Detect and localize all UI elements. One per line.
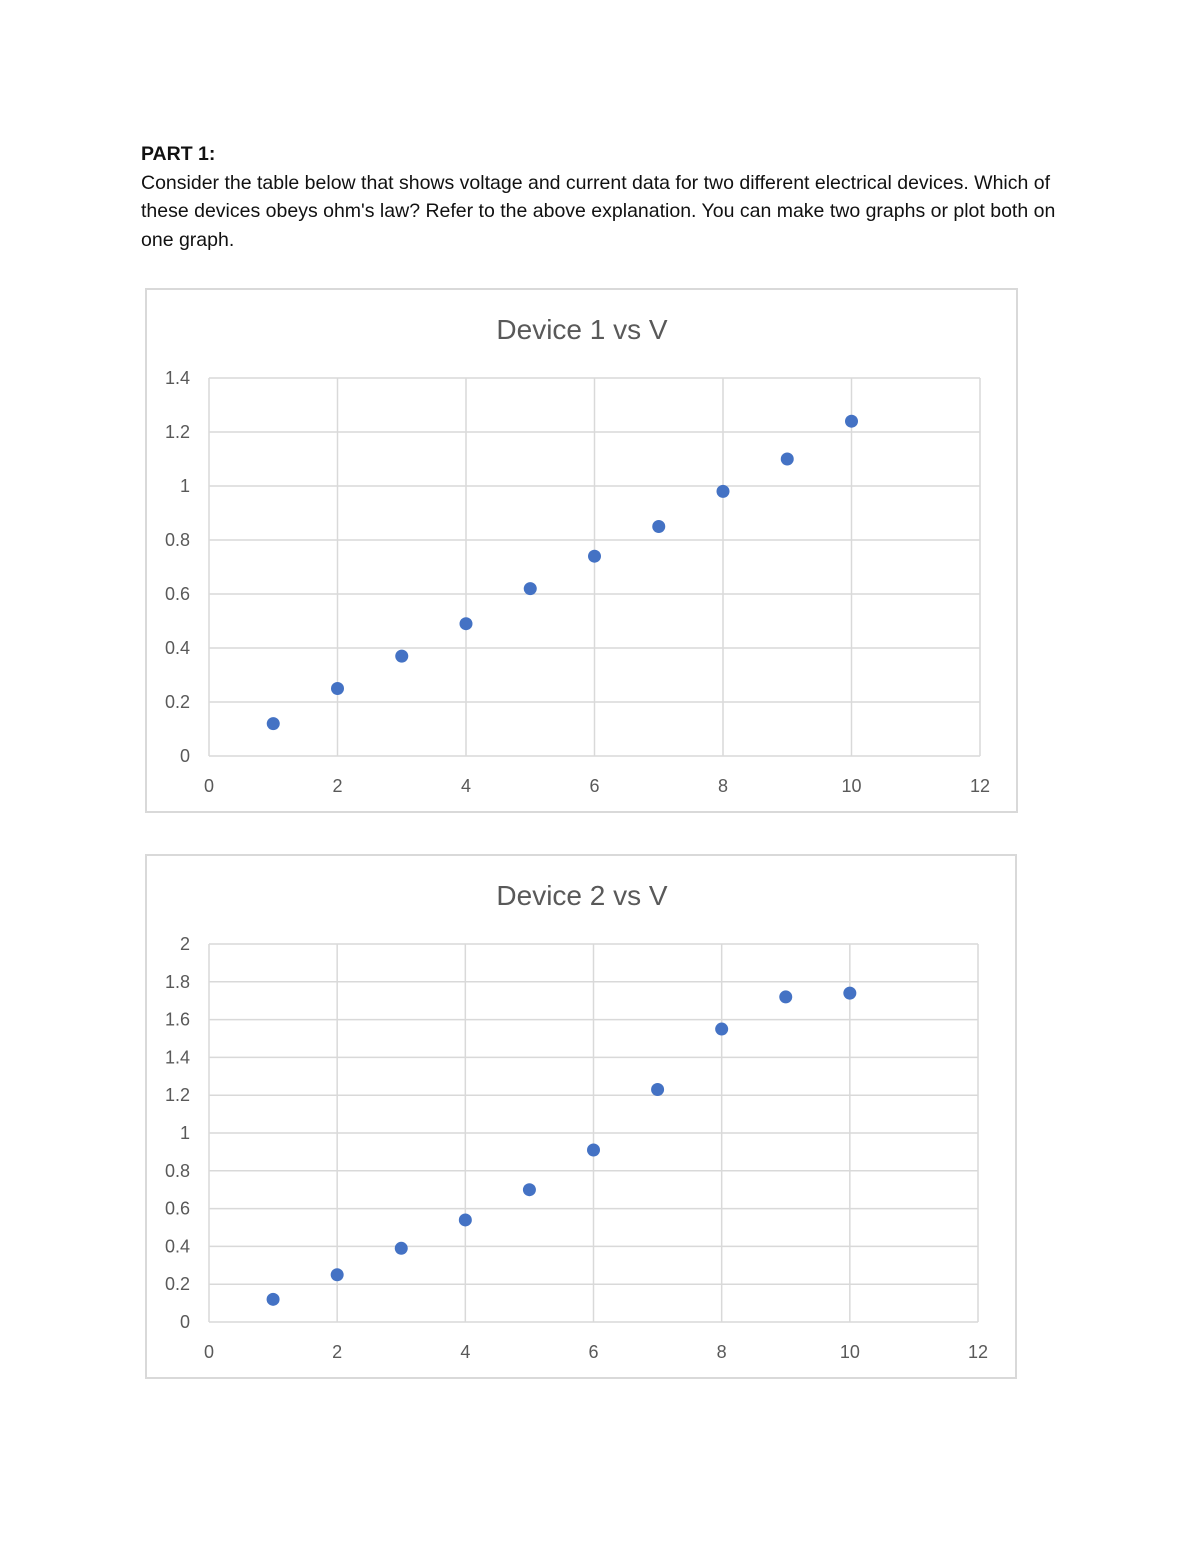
data-point [395, 1242, 408, 1255]
chart-title: Device 1 vs V [496, 314, 668, 345]
x-tick-label: 10 [841, 776, 862, 796]
y-tick-label: 1 [179, 1123, 190, 1143]
data-point [524, 582, 537, 595]
y-tick-label: 0.2 [164, 1274, 190, 1295]
y-tick-label: 0.8 [164, 1160, 190, 1181]
y-tick-label: 1.8 [164, 971, 190, 992]
data-point [781, 453, 794, 466]
data-point [587, 1144, 600, 1157]
y-tick-label: 0 [179, 1312, 190, 1332]
x-tick-label: 12 [967, 1342, 989, 1362]
data-point [331, 682, 344, 695]
y-tick-label: 2 [179, 934, 190, 954]
x-tick-label: 4 [460, 776, 472, 796]
data-point [843, 987, 856, 1000]
data-point [267, 717, 280, 730]
data-point [460, 617, 473, 630]
x-tick-label: 8 [716, 1342, 727, 1362]
x-tick-label: 10 [839, 1342, 860, 1362]
data-point [717, 485, 730, 498]
device-1-chart [145, 288, 1018, 813]
y-tick-label: 1.2 [164, 1085, 190, 1106]
y-tick-label: 0 [179, 746, 190, 766]
x-tick-label: 8 [717, 776, 729, 796]
device-1-plot-area [165, 368, 990, 796]
x-tick-label: 6 [588, 1342, 599, 1362]
x-tick-label: 6 [589, 776, 600, 796]
y-tick-label: 0.4 [164, 1236, 190, 1257]
x-tick-label: 0 [203, 776, 215, 796]
y-tick-label: 0.8 [164, 530, 190, 550]
data-point [459, 1213, 472, 1226]
device-2-chart-svg [147, 856, 1015, 1377]
section-heading: PART 1: [141, 143, 216, 165]
data-point [845, 415, 858, 428]
chart-title: Device 2 vs V [496, 880, 668, 911]
y-tick-label: 1 [179, 476, 190, 496]
device-2-chart [145, 854, 1017, 1379]
x-tick-label: 4 [460, 1342, 471, 1362]
instructions-paragraph: Consider the table below that shows voltage and current data for two different electrical devices. Which of these devices obeys ohm's law? Refer to the above explanation. You can make two graphs or plot both on one graph. [141, 171, 1056, 251]
data-point [779, 990, 792, 1003]
data-point [267, 1293, 280, 1306]
y-tick-label: 1.4 [164, 368, 190, 388]
x-tick-label: 12 [969, 776, 991, 796]
data-point [588, 550, 601, 563]
data-point [523, 1183, 536, 1196]
device-1-chart-svg [147, 290, 1016, 811]
data-point [395, 650, 408, 663]
document-body [141, 140, 1081, 254]
y-tick-label: 0.6 [164, 1198, 190, 1219]
y-tick-label: 0.2 [164, 692, 190, 712]
y-tick-label: 0.4 [164, 638, 190, 658]
device-2-plot-area [165, 934, 988, 1362]
data-point [652, 520, 665, 533]
y-tick-label: 0.6 [164, 584, 190, 604]
y-tick-label: 1.6 [164, 1009, 190, 1030]
data-point [651, 1083, 664, 1096]
x-tick-label: 2 [332, 1342, 343, 1362]
x-tick-label: 0 [203, 1342, 215, 1362]
data-point [331, 1268, 344, 1281]
data-point [715, 1023, 728, 1036]
x-tick-label: 2 [332, 776, 343, 796]
y-tick-label: 1.2 [164, 422, 190, 442]
y-tick-label: 1.4 [164, 1047, 190, 1068]
